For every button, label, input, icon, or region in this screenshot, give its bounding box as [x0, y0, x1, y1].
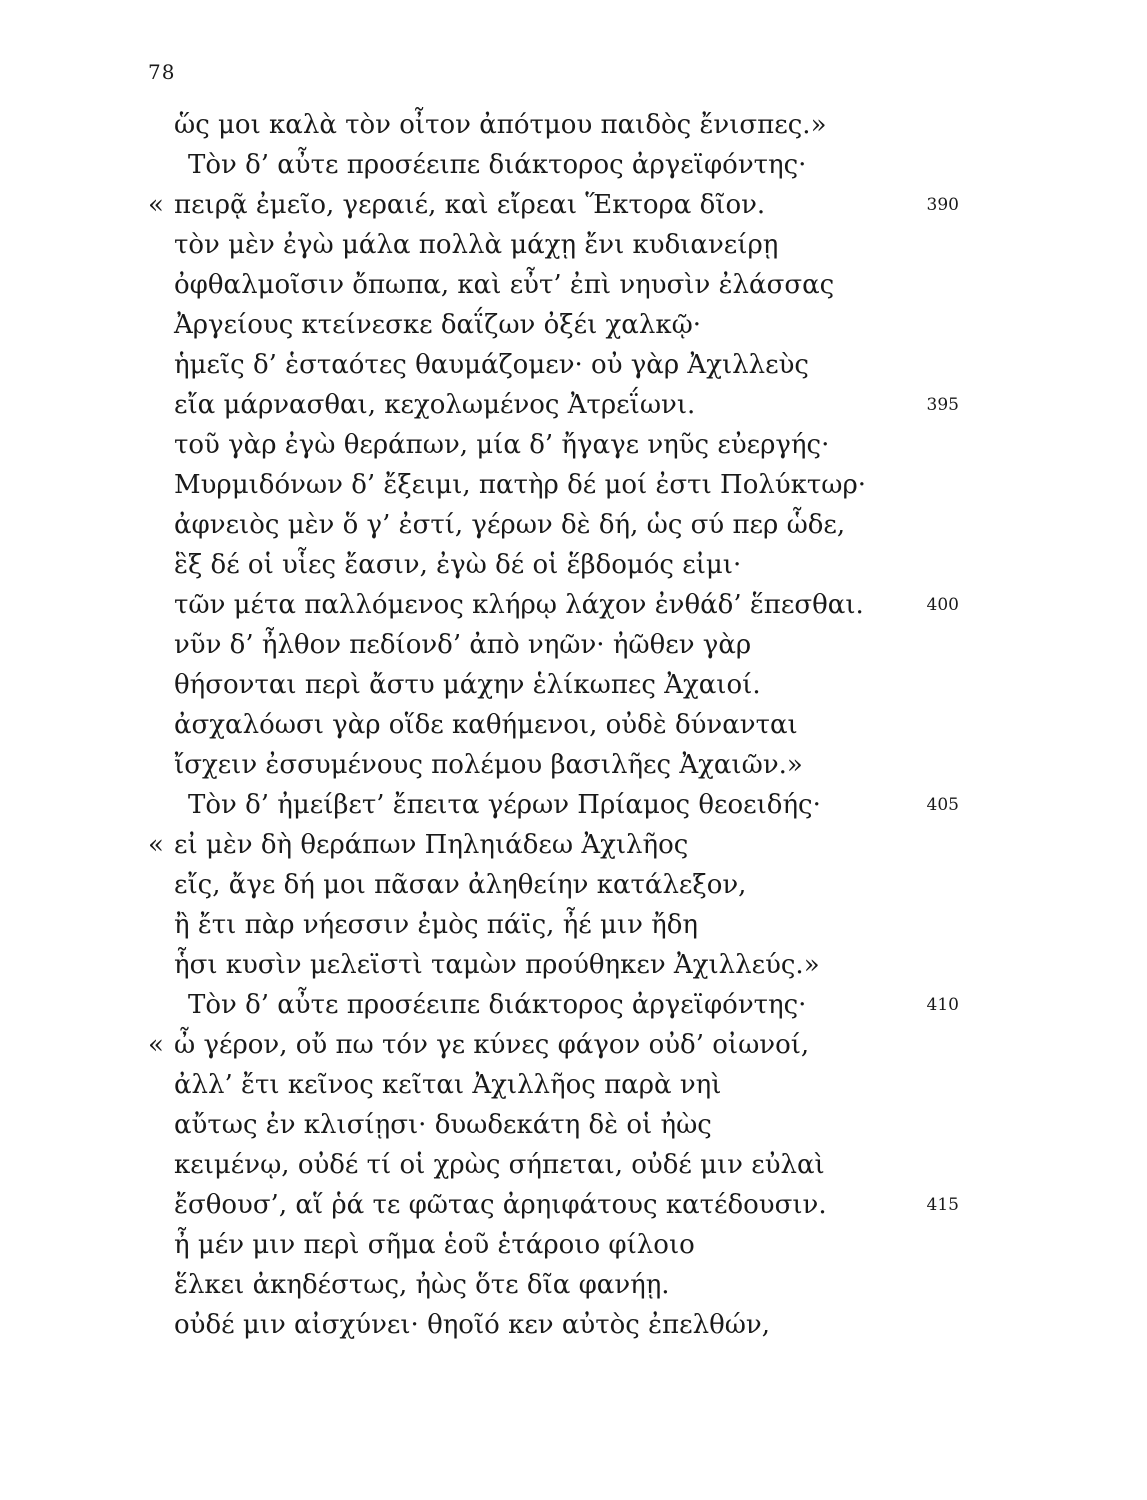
verse-text: ἧσι κυσὶν μελεϊστὶ ταμὼν προύθηκεν Ἀχιλλεύς.» — [174, 950, 820, 980]
verse-line — [0, 585, 1147, 625]
verse-line — [0, 985, 1147, 1025]
verse-text: ὥς μοι καλὰ τὸν οἶτον ἀπότμου παιδὸς ἔνισπες.» — [174, 110, 827, 140]
verse-line — [0, 465, 1147, 505]
verse-text: Τὸν δ’ αὖτε προσέειπε διάκτορος ἀργεϊφόντης· — [188, 150, 807, 180]
opening-quote-mark: « — [148, 830, 164, 860]
verse-line — [0, 625, 1147, 665]
verse-text: τοῦ γὰρ ἐγὼ θεράπων, μία δ’ ἤγαγε νηῦς εὐεργής· — [174, 430, 830, 460]
verse-line — [0, 945, 1147, 985]
verse-line — [0, 425, 1147, 465]
verse-text: εἴα μάρνασθαι, κεχολωμένος Ἀτρεΐωνι. — [174, 390, 696, 420]
verse-text: ἀσχαλόωσι γὰρ οἵδε καθήμενοι, οὐδὲ δύνανται — [174, 710, 798, 740]
verse-line — [0, 1025, 1147, 1065]
verse-line — [0, 1265, 1147, 1305]
verse-text: ὦ γέρον, οὔ πω τόν γε κύνες φάγον οὐδ’ οἰωνοί, — [174, 1030, 810, 1060]
verse-text: εἰ μὲν δὴ θεράπων Πηληιάδεω Ἀχιλῆος — [174, 830, 689, 860]
verse-line — [0, 825, 1147, 865]
verse-line — [0, 705, 1147, 745]
verse-text: ἢ ἔτι πὰρ νήεσσιν ἐμὸς πάϊς, ἦέ μιν ἤδη — [174, 910, 698, 940]
line-number: 400 — [926, 595, 959, 615]
verse-text: εἴς, ἄγε δή μοι πᾶσαν ἀληθείην κατάλεξον, — [174, 870, 747, 900]
line-number: 410 — [926, 995, 959, 1015]
verse-text: Μυρμιδόνων δ’ ἔξειμι, πατὴρ δέ μοί ἐστι Πολύκτωρ· — [174, 470, 867, 500]
verse-line — [0, 1065, 1147, 1105]
verse-line — [0, 865, 1147, 905]
page-number: 78 — [148, 60, 176, 84]
verse-text: ἕλκει ἀκηδέστως, ἠὼς ὅτε δῖα φανήῃ. — [174, 1270, 670, 1300]
verse-text: Τὸν δ’ αὖτε προσέειπε διάκτορος ἀργεϊφόντης· — [188, 990, 807, 1020]
verse-text: τὸν μὲν ἐγὼ μάλα πολλὰ μάχῃ ἔνι κυδιανείρῃ — [174, 230, 779, 260]
verse-line — [0, 545, 1147, 585]
verse-line — [0, 1185, 1147, 1225]
verse-line — [0, 145, 1147, 185]
verse-text: ὀφθαλμοῖσιν ὄπωπα, καὶ εὖτ’ ἐπὶ νηυσὶν ἐλάσσας — [174, 270, 835, 300]
verse-line — [0, 185, 1147, 225]
line-number: 390 — [926, 195, 959, 215]
verse-text: ἔσθουσ’, αἵ ῥά τε φῶτας ἀρηιφάτους κατέδουσιν. — [174, 1190, 827, 1220]
verse-line — [0, 345, 1147, 385]
line-number: 395 — [926, 395, 959, 415]
verse-block — [0, 105, 1147, 1345]
verse-text: ἡμεῖς δ’ ἑσταότες θαυμάζομεν· οὐ γὰρ Ἀχιλλεὺς — [174, 350, 809, 380]
line-number: 415 — [926, 1195, 959, 1215]
verse-text: κειμένῳ, οὐδέ τί οἱ χρὼς σήπεται, οὐδέ μιν εὐλαὶ — [174, 1150, 825, 1180]
verse-text: πειρᾷ ἐμεῖο, γεραιέ, καὶ εἴρεαι Ἕκτορα δῖον. — [174, 190, 766, 220]
verse-text: αὔτως ἐν κλισίῃσι· δυωδεκάτη δὲ οἱ ἠὼς — [174, 1110, 712, 1140]
verse-text: τῶν μέτα παλλόμενος κλήρῳ λάχον ἐνθάδ’ ἕπεσθαι. — [174, 590, 864, 620]
verse-line — [0, 265, 1147, 305]
verse-line — [0, 385, 1147, 425]
verse-text: Ἀργείους κτείνεσκε δαΐζων ὀξέι χαλκῷ· — [174, 310, 702, 340]
verse-line — [0, 1225, 1147, 1265]
verse-line — [0, 745, 1147, 785]
verse-line — [0, 305, 1147, 345]
verse-line — [0, 1105, 1147, 1145]
verse-line — [0, 225, 1147, 265]
verse-text: ἀλλ’ ἔτι κεῖνος κεῖται Ἀχιλλῆος παρὰ νηὶ — [174, 1070, 722, 1100]
verse-line — [0, 1305, 1147, 1345]
verse-text: θήσονται περὶ ἄστυ μάχην ἑλίκωπες Ἀχαιοί. — [174, 670, 761, 700]
verse-line — [0, 1145, 1147, 1185]
verse-text: ἀφνειὸς μὲν ὅ γ’ ἐστί, γέρων δὲ δή, ὡς σύ περ ὧδε, — [174, 510, 846, 540]
line-number: 405 — [926, 795, 959, 815]
verse-text: ἦ μέν μιν περὶ σῆμα ἑοῦ ἑτάροιο φίλοιο — [174, 1230, 695, 1260]
verse-text: ἴσχειν ἐσσυμένους πολέμου βασιλῆες Ἀχαιῶν.» — [174, 750, 803, 780]
verse-text: Τὸν δ’ ἠμείβετ’ ἔπειτα γέρων Πρίαμος θεοειδής· — [188, 790, 821, 820]
opening-quote-mark: « — [148, 1030, 164, 1060]
verse-text: νῦν δ’ ἦλθον πεδίονδ’ ἀπὸ νηῶν· ἠῶθεν γὰρ — [174, 630, 752, 660]
opening-quote-mark: « — [148, 190, 164, 220]
verse-line — [0, 105, 1147, 145]
verse-line — [0, 505, 1147, 545]
verse-line — [0, 665, 1147, 705]
verse-text: οὐδέ μιν αἰσχύνει· θηοῖό κεν αὐτὸς ἐπελθών, — [174, 1310, 770, 1340]
verse-line — [0, 785, 1147, 825]
verse-line — [0, 905, 1147, 945]
verse-text: ἓξ δέ οἱ υἷες ἔασιν, ἐγὼ δέ οἱ ἕβδομός εἰμι· — [174, 550, 742, 580]
